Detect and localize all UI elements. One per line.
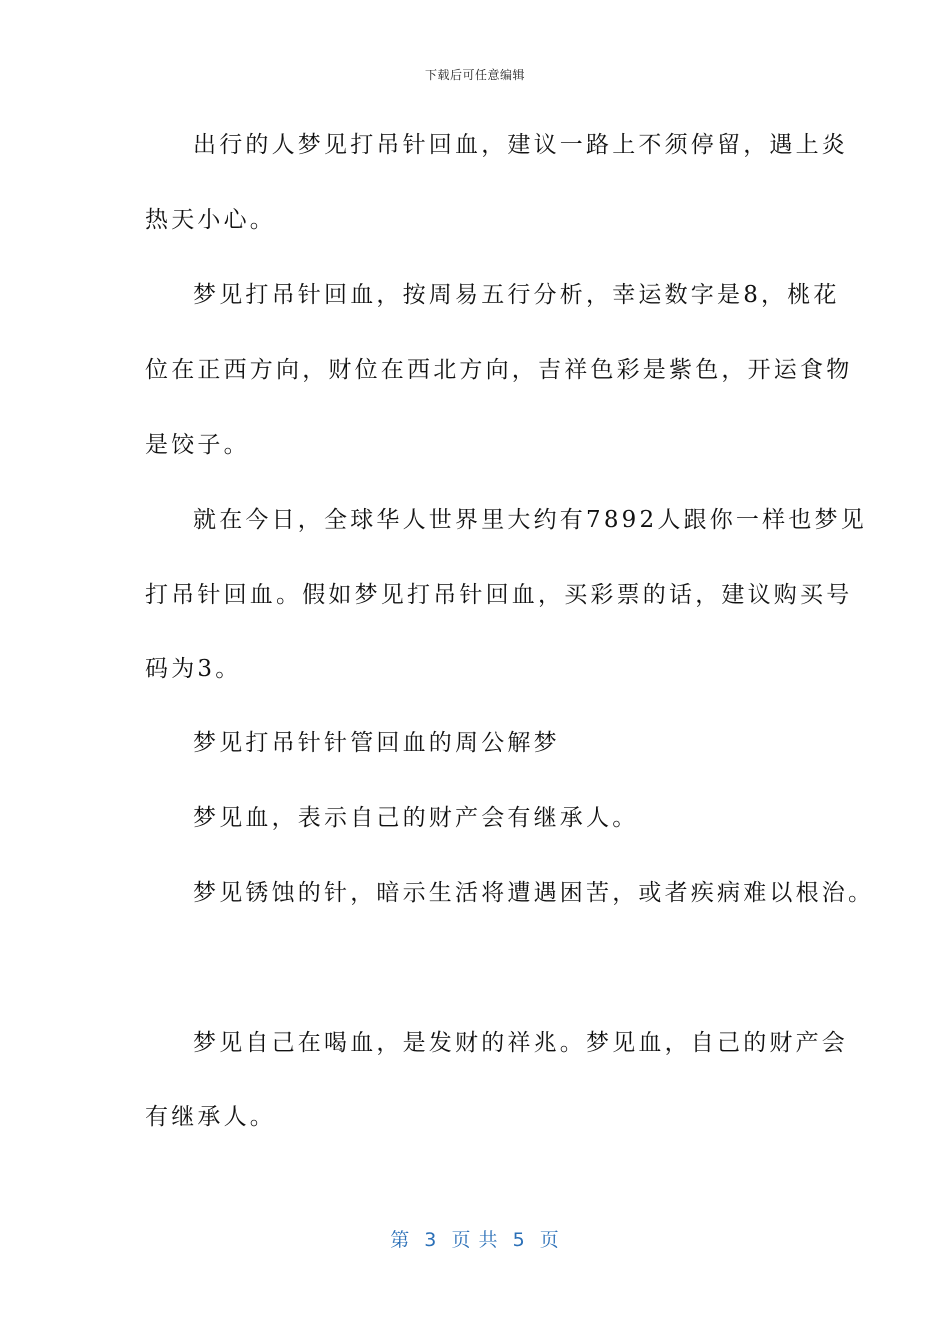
paragraph-line: 位在正西方向，财位在西北方向，吉祥色彩是紫色，开运食物 — [145, 357, 853, 383]
paragraph-line: 梦见打吊针回血，按周易五行分析，幸运数字是8，桃花 — [193, 282, 840, 308]
paragraph-line: 有继承人。 — [145, 1104, 276, 1130]
paragraph-line: 是饺子。 — [145, 432, 250, 458]
section-heading: 梦见打吊针针管回血的周公解梦 — [193, 730, 560, 756]
paragraph-line: 热天小心。 — [145, 207, 276, 233]
paragraph-line: 梦见自己在喝血，是发财的祥兆。梦见血，自己的财产会 — [193, 1030, 848, 1056]
paragraph-line: 梦见血，表示自己的财产会有继承人。 — [193, 805, 639, 831]
header-note: 下载后可任意编辑 — [424, 68, 525, 82]
paragraph-line: 梦见锈蚀的针，暗示生活将遭遇困苦，或者疾病难以根治。 — [193, 880, 875, 906]
paragraph-line: 码为3。 — [145, 656, 242, 682]
paragraph-line: 打吊针回血。假如梦见打吊针回血，买彩票的话，建议购买号 — [145, 582, 853, 608]
page-number-footer: 第 3 页 共 5 页 — [390, 1229, 560, 1251]
paragraph-line: 出行的人梦见打吊针回血，建议一路上不须停留，遇上炎 — [193, 132, 848, 158]
paragraph-line: 就在今日，全球华人世界里大约有7892人跟你一样也梦见 — [193, 507, 867, 533]
